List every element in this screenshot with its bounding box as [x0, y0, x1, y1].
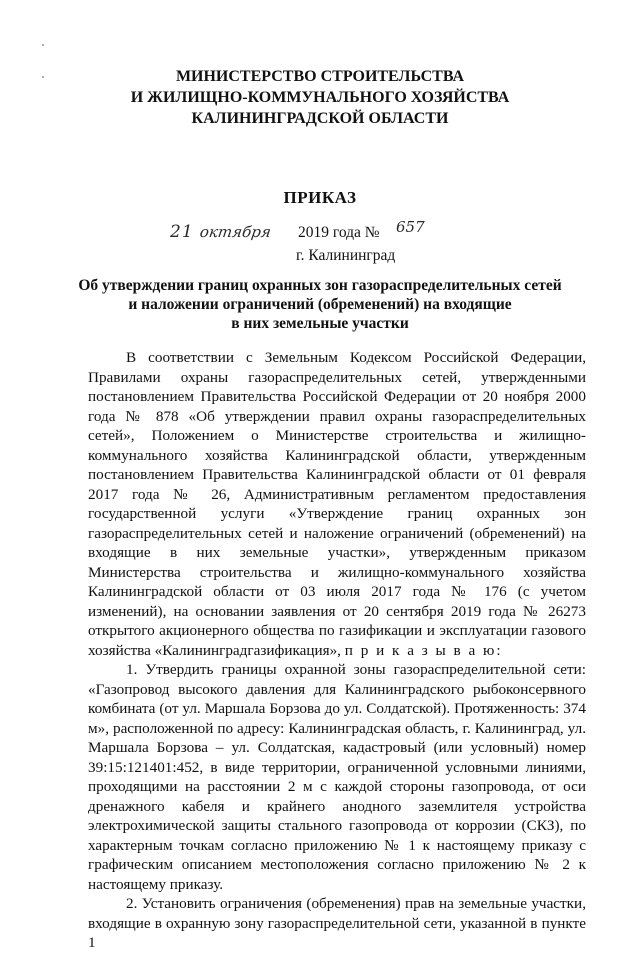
preamble-paragraph [88, 348, 586, 660]
order-body [88, 348, 586, 953]
handwritten-month: октября [198, 223, 273, 241]
preamble-text: В соответствии с Земельным Кодексом Российской Федерации, Правилами охраны газораспределительных сетей, утвержденными постановлением Правительства Российской Федерации от 20 ноября 2000 года № 878 «Об утверждении правил охраны газораспределительных сетей», Положением о Министерстве строительства и жилищно-коммунального хозяйства Калининградской области, утвержденным постановлением Правительства Калининградской области от 01 февраля 2017 года № 26, Административным регламентом предоставления государственной услуги «Утверждение границ охранных зон газораспределительных сетей и наложение ограничений (обременений) на входящие в них земельные участки», утвержденным приказом Министерства строительства и жилищно-коммунального хозяйства Калининградской области от 03 июля 2017 года № 176 (с учетом изменений), на основании заявления от 20 сентября 2019 года № 26273 открытого акционерного общества по газификации и эксплуатации газового хозяйства «Калининградгазификация», [88, 349, 586, 659]
ministry-header-line-3: КАЛИНИНГРАДСКОЙ ОБЛАСТИ [191, 110, 449, 127]
handwritten-day: 21 [170, 222, 194, 242]
order-title: ПРИКАЗ [283, 188, 357, 207]
item-1-paragraph: 1. Утвердить границы охранной зоны газораспределительной сети: «Газопровод высокого давления для Калининградского рыбоконсервного комбината (от ул. Маршала Борзова до ул. Солдатской). Протяженность: 374 м», расположенной по адресу: Калининградская область, г. Калининград, ул. Маршала Борзова – ул. Солдатская, кадастровый (или условный) номер 39:15:121401:452, в виде территории, ограниченной условными линиями, проходящими на расстоянии 2 м с каждой стороны газопровода, от оси дренажного кабеля и крайнего анодного заземлителя устройства электрохимической защиты стального газопровода от коррозии (СКЗ), по характерным точкам согласно приложению № 1 к настоящему приказу с графическим описанием местоположения согласно приложению № 2 к настоящему приказу. [88, 661, 586, 893]
preamble-order-word: п р и к а з ы в а ю: [344, 641, 503, 659]
order-year-text: 2019 года № [298, 224, 380, 241]
order-subject-line-2: и наложении ограничений (обременений) на входящие [128, 296, 512, 313]
scan-speck [42, 44, 44, 46]
order-subject-line-3: в них земельные участки [231, 315, 409, 332]
order-date-line [168, 218, 568, 246]
order-subject [0, 276, 640, 333]
order-subject-line-1: Об утверждении границ охранных зон газораспределительных сетей [78, 277, 562, 294]
handwritten-order-number: 657 [396, 218, 425, 236]
ministry-header-line-2: И ЖИЛИЩНО-КОММУНАЛЬНОГО ХОЗЯЙСТВА [130, 89, 510, 106]
ministry-header [0, 66, 640, 129]
order-city: г. Калининград [296, 247, 396, 264]
item-2-paragraph: 2. Установить ограничения (обременения) прав на земельные участки, входящие в охранную зону газораспределительной сети, указанной в пункте 1 [88, 895, 586, 951]
ministry-header-line-1: МИНИСТЕРСТВО СТРОИТЕЛЬСТВА [175, 68, 465, 85]
